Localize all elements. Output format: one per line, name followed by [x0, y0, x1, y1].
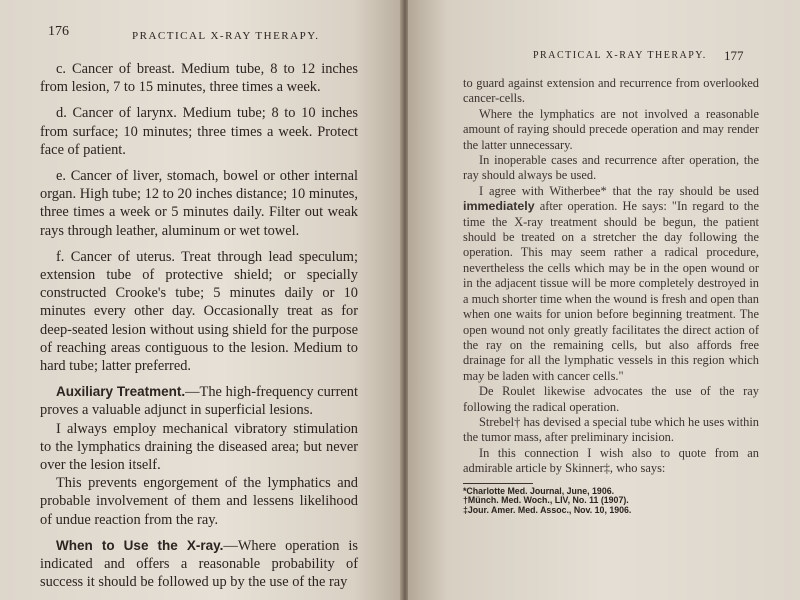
paragraph: I always employ mechanical vibratory stimulation to the lymphatics draining the diseased area; but never over the lesion itself. [40, 420, 358, 474]
paragraph [463, 184, 759, 384]
paragraph-text: —Where operation is indicated and offers a reasonable probability of success it should be followed up by the use of the ray [40, 537, 358, 591]
paragraph: In this connection I wish also to quote from an admirable article by Skinner‡, who says: [463, 445, 759, 476]
paragraph-text: I agree with Witherbee* that the ray should be used [479, 183, 759, 198]
footnote: *Charlotte Med. Journal, June, 1906. [463, 485, 615, 496]
right-page-text [463, 76, 759, 516]
footnote: ‡Jour. Amer. Med. Assoc., Nov. 10, 1906. [463, 505, 632, 516]
footnotes [463, 487, 759, 516]
emphasis: immediately [463, 199, 535, 214]
footnote: †Münch. Med. Woch., LIV, No. 11 (1907). [463, 495, 629, 506]
paragraph: c. Cancer of breast. Medium tube, 8 to 12 inches from lesion, 7 to 15 minutes, three times a week. [40, 61, 358, 96]
footnote-rule [463, 483, 533, 484]
right-page [408, 0, 800, 600]
paragraph [40, 537, 358, 592]
page-number: 176 [48, 24, 69, 39]
paragraph [40, 383, 358, 419]
paragraph-text: after operation. He says: "In regard to the time the X-ray treatment should be begun, the patient should be treated on a stretcher the day following the operation. This may seem rather a radical procedure, nevertheless the cells which may be in the open wound or in the adjacent tissue will be more completely destroyed in a much shorter time when the wound is fresh and open than when one waits for union before beginning treatment. The open wound not only greatly facilitates the direct action of the ray on the remaining cells, but also affords free drainage for all the lymphatic vessels in this region which may be laden with cancer cells." [463, 199, 759, 383]
paragraph: d. Cancer of larynx. Medium tube; 8 to 10 inches from surface; 10 minutes; three times a week. Protect face of patient. [40, 105, 358, 158]
paragraph: In inoperable cases and recurrence after operation, the ray should always be used. [463, 153, 759, 183]
section-heading: Auxiliary Treatment. [56, 384, 186, 400]
running-head: PRACTICAL X-RAY THERAPY. [132, 30, 320, 42]
paragraph-text: —The high-frequency current proves a valuable adjunct in superficial lesions. [40, 384, 358, 419]
paragraph: to guard against extension and recurrence from overlooked cancer-cells. [463, 76, 759, 106]
paragraph: e. Cancer of liver, stomach, bowel or other internal organ. High tube; 12 to 20 inches distance; 10 minutes, three times a week or 5 minutes daily. Filter out weak rays through leather, aluminum or wet towel. [40, 168, 358, 239]
page-number: 177 [724, 48, 744, 63]
paragraph: f. Cancer of uterus. Treat through lead speculum; extension tube of protective shield; or specially constructed Crooke's tube; 5 minutes daily or 10 minutes every other day. Occasionally treat as for deep-seated lesion without using shield for the purpose of reaching areas contiguous to the lesion. Medium to hard tube; latter preferred. [40, 248, 358, 375]
paragraph: This prevents engorgement of the lymphatics and probable involvement of them and lessens likelihood of undue reaction from the ray. [40, 475, 358, 528]
section-heading: When to Use the X-ray. [56, 537, 224, 553]
paragraph: Where the lymphatics are not involved a reasonable amount of raying should precede operation and may render the latter unnecessary. [463, 106, 759, 152]
running-head: PRACTICAL X-RAY THERAPY. [533, 50, 707, 61]
paragraph: Strebel† has devised a special tube which he uses within the tumor mass, after preliminary incision. [463, 414, 759, 445]
left-page-text [40, 60, 358, 599]
paragraph: De Roulet likewise advocates the use of the ray following the radical operation. [463, 384, 759, 414]
